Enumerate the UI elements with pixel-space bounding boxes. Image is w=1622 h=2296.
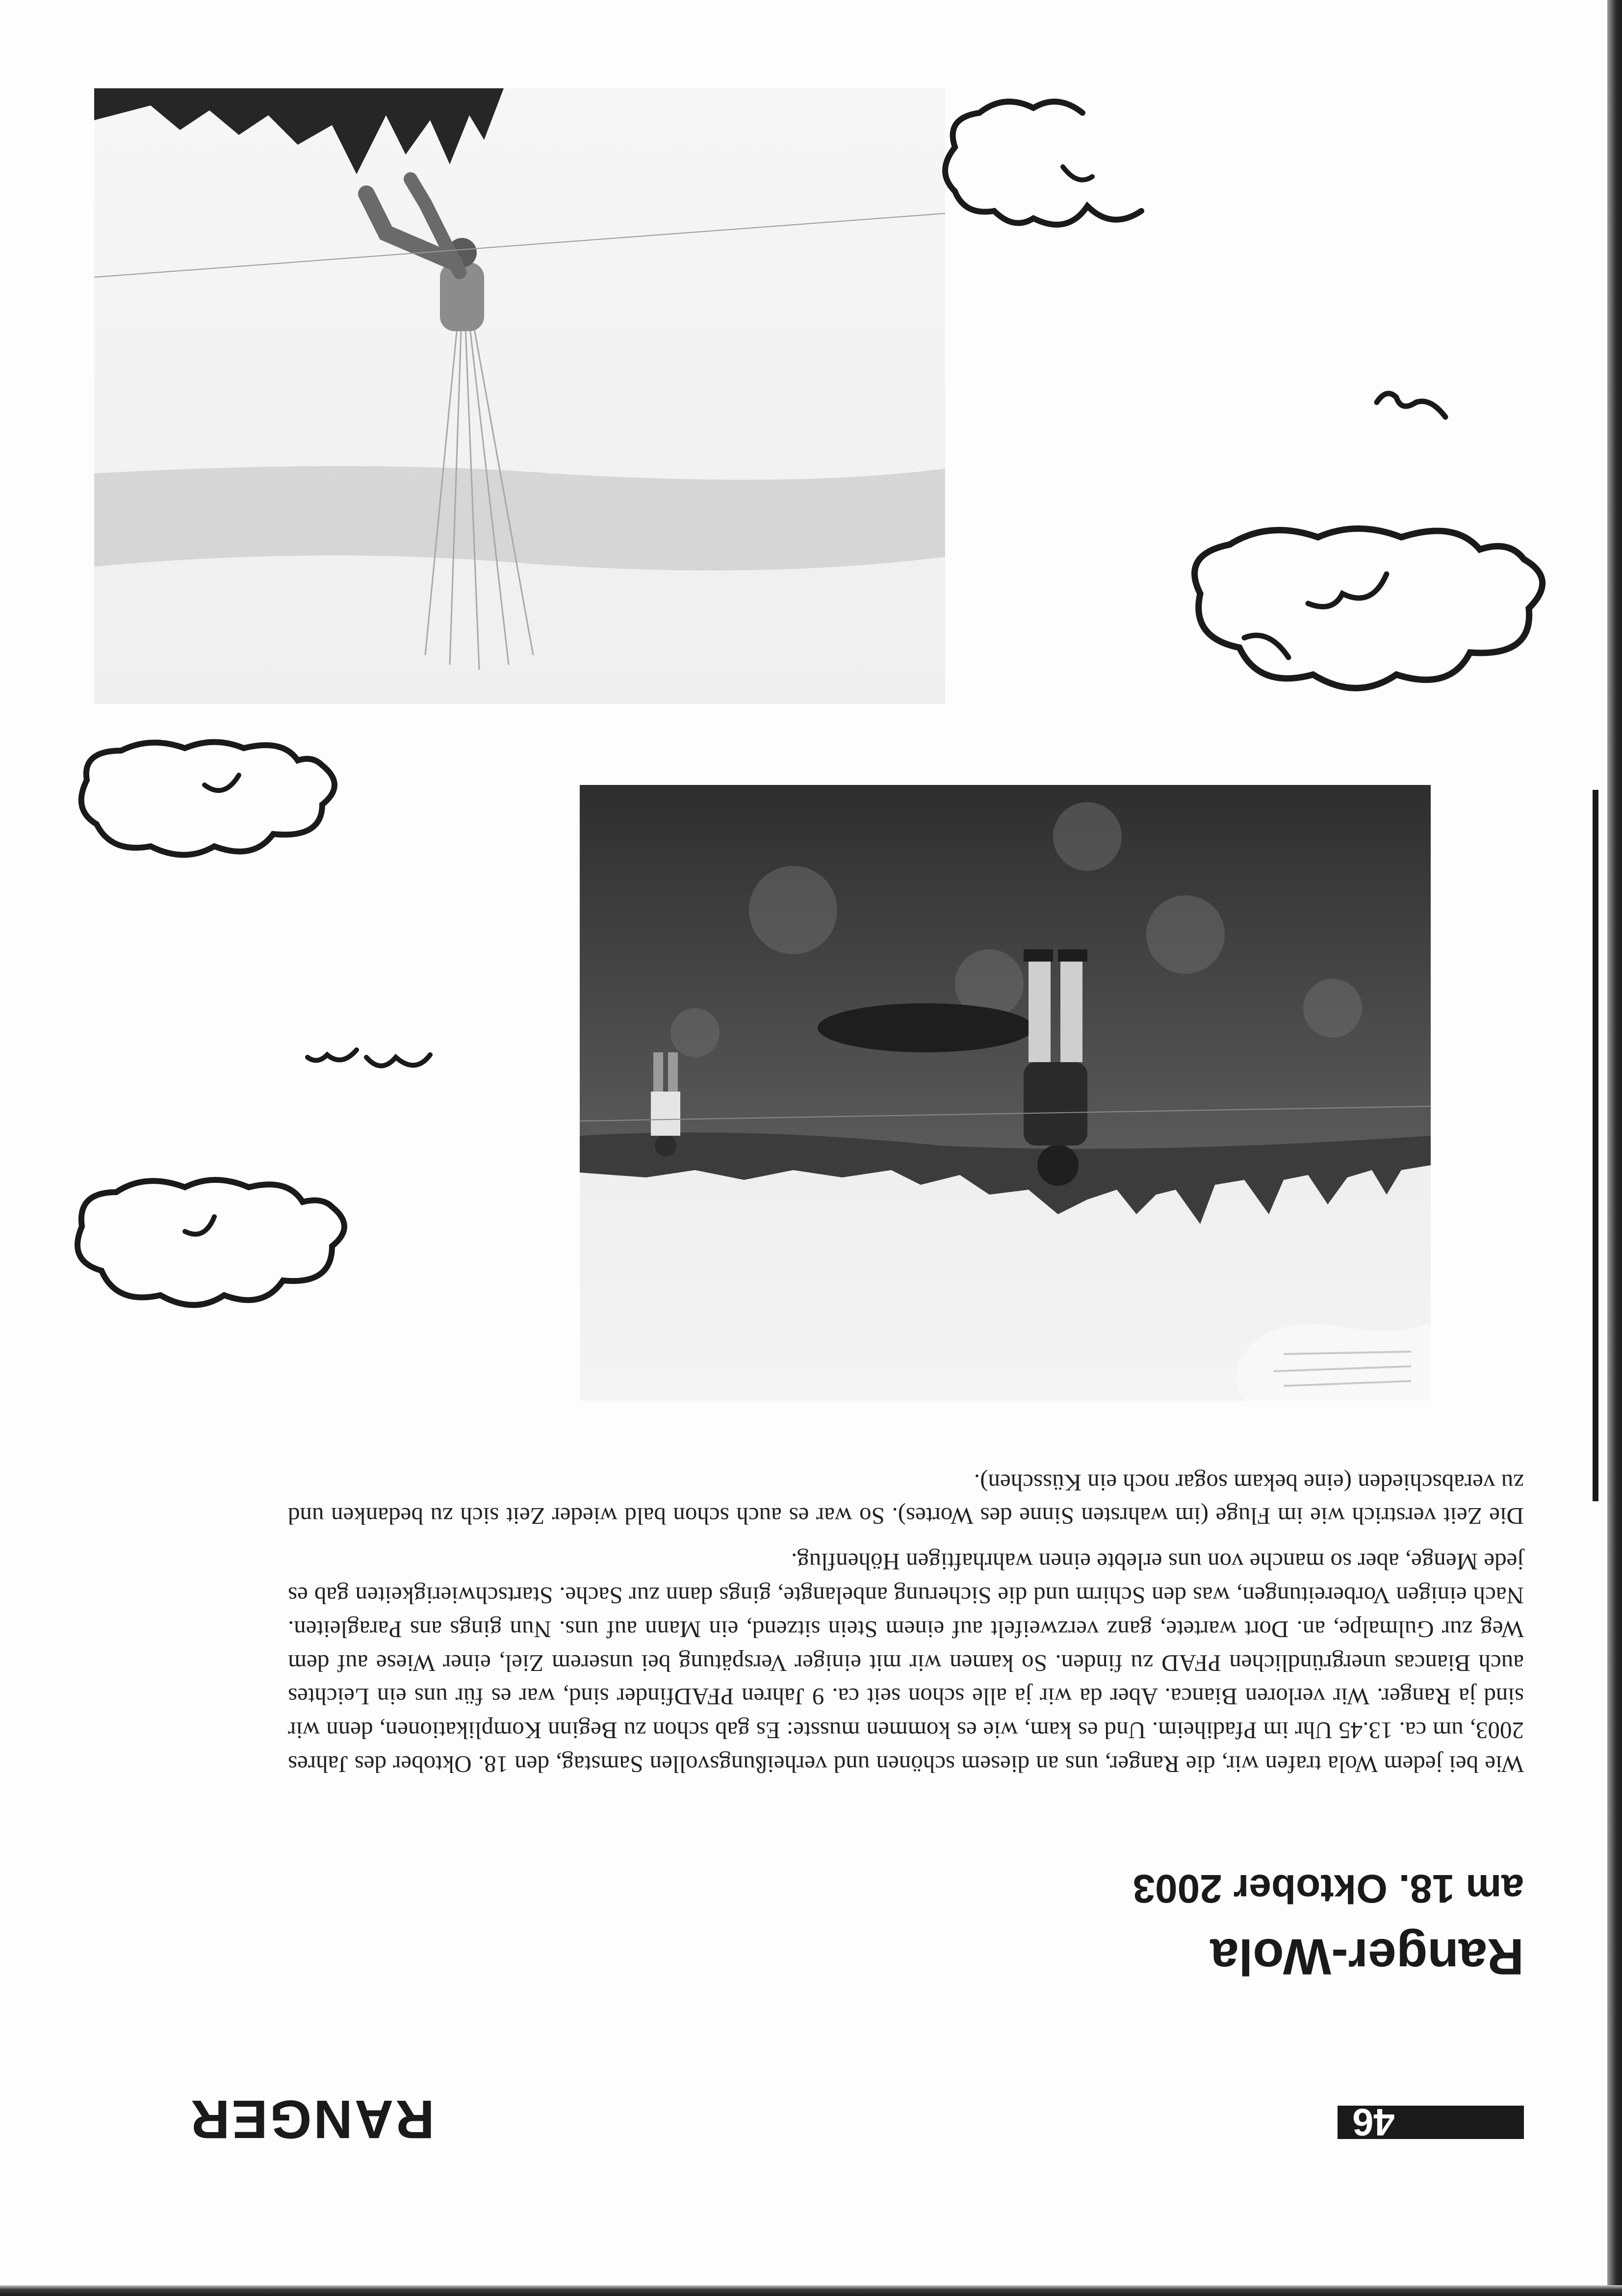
article-body xyxy=(288,1454,1524,1781)
page-number: 46 xyxy=(1338,2106,1524,2139)
cloud-icon xyxy=(72,736,347,863)
cloud-icon xyxy=(67,1173,361,1315)
section-header: RANGER xyxy=(189,2089,435,2149)
cloud-icon xyxy=(1161,515,1563,702)
scanner-edge xyxy=(0,2285,1622,2296)
scanner-edge xyxy=(1607,0,1622,2296)
article-title: Ranger-Wola xyxy=(1210,1928,1524,1985)
page-margin-mark xyxy=(1593,790,1598,1501)
paragraph: Wie bei jedem Wola trafen wir, die Ranger, uns an diesem schönen und verheißungsvollen Samstag, den 18. Oktober des Jahres 2003, um ca. 13.45 Uhr im Pfadiheim. Und es kam, wie es kommen musste: Es gab schon zu Beginn Komplikationen, denn wir sind ja Ranger. Wir verloren Bianca. Aber da wir ja alle schon seit ca. 9 Jahren PFADfinder sind, war es für uns ein Leichtes auch Biancas unergründlichen PFAD zu finden. So kamen wir mit einiger Verspätung bei unserem Ziel, einer Wiese auf dem Weg zur Gulmalpe, an. Dort wartete, ganz verzweifelt auf einem Stein sitzend, ein Mann auf uns. Nun gings ans Paragleiten. Nach einigen Vorbereitungen, was den Schirm und die Sicherung anbelangte, gings dann zur Sache. Startschwierigkeiten gab es jede Menge, aber so manche von uns erlebte einen wahrhaftigen Höhenflug. xyxy=(288,1548,1524,1778)
bird-icon xyxy=(303,1035,435,1084)
article-subtitle: am 18. Oktober 2003 xyxy=(1133,1866,1524,1911)
photo-paraglider-flight xyxy=(94,88,945,704)
cloud-icon xyxy=(930,83,1151,240)
bird-icon xyxy=(1372,378,1450,432)
photo-meadow-launch xyxy=(580,785,1431,1401)
paragraph: Die Zeit verstrich wie im Fluge (im wahrsten Sinne des Wortes). So war es auch schon bald wieder Zeit sich zu bedanken und zu verabschieden (eine bekam sogar noch ein Küsschen). xyxy=(288,1469,1524,1530)
